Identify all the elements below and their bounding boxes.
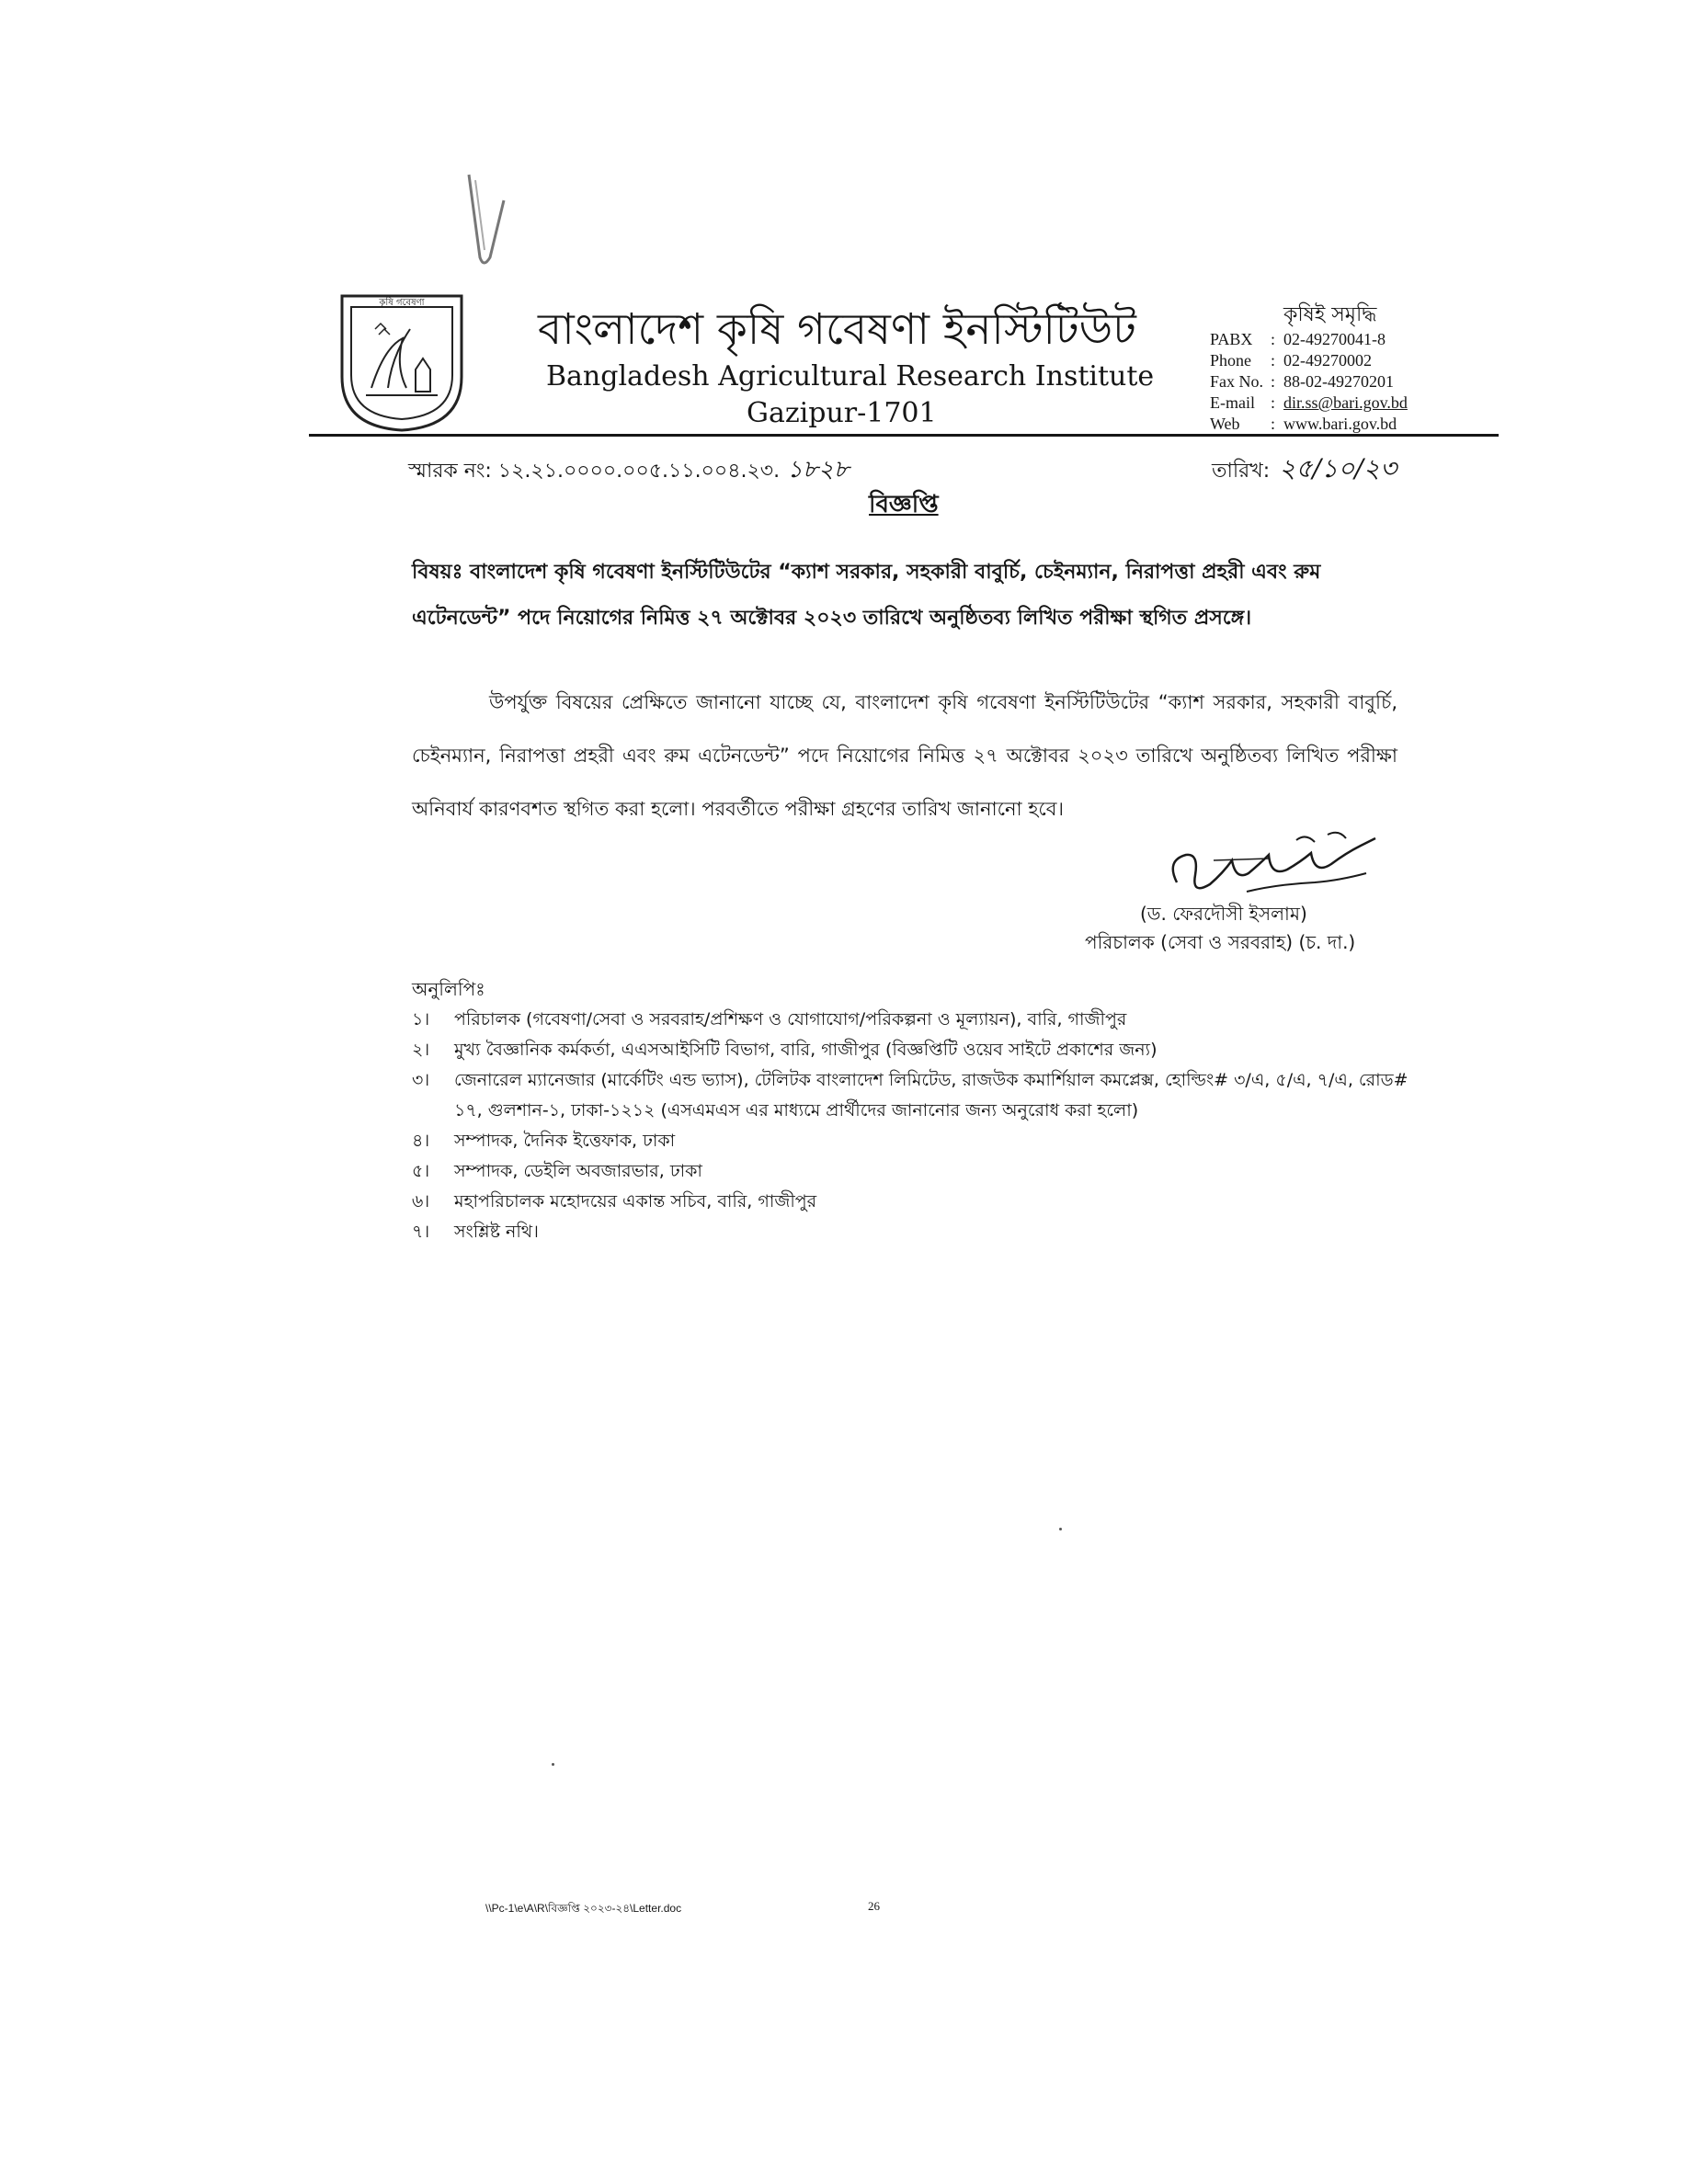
notice-title: বিজ্ঞপ্তি <box>869 491 939 518</box>
list-item: ২। মুখ্য বৈজ্ঞানিক কর্মকর্তা, এএসআইসিটি বিভাগ, বারি, গাজীপুর (বিজ্ঞপ্তিটি ওয়েব সাইটে প্রকাশের জন্য) <box>412 1040 1158 1060</box>
list-item: ৭। সংশ্লিষ্ট নথি। <box>412 1222 539 1242</box>
page-number: 26 <box>868 1899 880 1913</box>
list-item: ৩। জেনারেল ম্যানেজার (মার্কেটিং এন্ড ভ্যাস), টেলিটক বাংলাদেশ লিমিটেড, রাজউক কমার্শিয়াল কমপ্লেক্স, হোল্ডিং# ৩/এ, ৫/এ, ৭/এ, রোড# ১৭, গুলশান-১, ঢাকা-১২১২ (এসএমএস এর মাধ্যমে প্রার্থীদের জানানোর জন্য অনুরোধ করা হলো) <box>412 1070 1409 1120</box>
email-link[interactable]: dir.ss@bari.gov.bd <box>1283 393 1408 412</box>
institute-name-english: Bangladesh Agricultural Research Institute <box>546 360 1155 392</box>
letter-date: তারিখ: ২৫/১০/২৩ <box>1212 453 1397 483</box>
memo-number: স্মারক নং: ১২.২১.০০০০.০০৫.১১.০০৪.২৩. ১৮২৮ <box>408 456 850 483</box>
contact-pabx: PABX : 02-49270041-8 <box>1210 330 1386 348</box>
institute-logo <box>338 292 465 432</box>
copies-list <box>412 1005 1423 1247</box>
web-link[interactable]: www.bari.gov.bd <box>1283 415 1397 433</box>
scan-speck <box>552 1763 554 1766</box>
header-divider <box>309 434 1499 437</box>
motto: কৃষিই সমৃদ্ধি <box>1283 303 1377 326</box>
institute-city: Gazipur-1701 <box>747 397 937 429</box>
contact-web: Web : www.bari.gov.bd <box>1210 415 1397 433</box>
signatory-name: (ড. ফেরদৌসী ইসলাম) <box>1140 903 1307 925</box>
svg-text:কৃষি গবেষণা: কৃষি গবেষণা <box>379 298 425 308</box>
notice-body: উপর্যুক্ত বিষয়ের প্রেক্ষিতে জানানো যাচ্ছে যে, বাংলাদেশ কৃষি গবেষণা ইনস্টিটিউটের “ক্যাশ সরকার, সহকারী বাবুর্চি, চেইনম্যান, নিরাপত্তা প্রহরী এবং রুম এটেনডেন্ট” পদে নিয়োগের নিমিত্ত ২৭ অক্টোবর ২০২৩ তারিখে অনুষ্ঠিতব্য লিখিত পরীক্ষা অনিবার্য কারণবশত স্থগিত করা হলো। পরবর্তীতে পরীক্ষা গ্রহণের তারিখ জানানো হবে। <box>412 691 1397 820</box>
list-item: ৫। সম্পাদক, ডেইলি অবজারভার, ঢাকা <box>412 1161 702 1181</box>
file-path-footer: \\Pc-1\e\A\R\বিজ্ঞপ্তি ২০২৩-২৪\Letter.doc <box>485 1902 682 1915</box>
list-item: ৪। সম্পাদক, দৈনিক ইত্তেফাক, ঢাকা <box>412 1131 676 1151</box>
paper-clip <box>460 173 515 274</box>
signatory-title: পরিচালক (সেবা ও সরবরাহ) (চ. দা.) <box>1085 931 1356 953</box>
list-item: ৬। মহাপরিচালক মহোদয়ের একান্ত সচিব, বারি, গাজীপুর <box>412 1191 817 1211</box>
list-item: ১। পরিচালক (গবেষণা/সেবা ও সরবরাহ/প্রশিক্ষণ ও যোগাযোগ/পরিকল্পনা ও মূল্যায়ন), বারি, গাজীপুর <box>412 1009 1127 1029</box>
contact-email: E-mail : dir.ss@bari.gov.bd <box>1210 393 1408 412</box>
handwritten-date: ২৫/১০/২৩ <box>1279 453 1397 483</box>
contact-fax: Fax No. : 88-02-49270201 <box>1210 372 1394 391</box>
scan-speck <box>1059 1528 1062 1530</box>
contact-block <box>1210 329 1408 435</box>
handwritten-memo-number: ১৮২৮ <box>787 456 850 483</box>
copies-heading: অনুলিপিঃ <box>412 978 485 1000</box>
notice-subject: বিষয়ঃ বাংলাদেশ কৃষি গবেষণা ইনস্টিটিউটের “ক্যাশ সরকার, সহকারী বাবুর্চি, চেইনম্যান, নিরাপত্তা প্রহরী এবং রুম এটেনডেন্ট” পদে নিয়োগের নিমিত্ত ২৭ অক্টোবর ২০২৩ তারিখে অনুষ্ঠিতব্য লিখিত পরীক্ষা স্থগিত প্রসঙ্গে। <box>412 561 1321 630</box>
institute-name-bangla: বাংলাদেশ কৃষি গবেষণা ইনস্টিটিউট <box>538 304 1136 355</box>
contact-phone: Phone : 02-49270002 <box>1210 351 1372 370</box>
